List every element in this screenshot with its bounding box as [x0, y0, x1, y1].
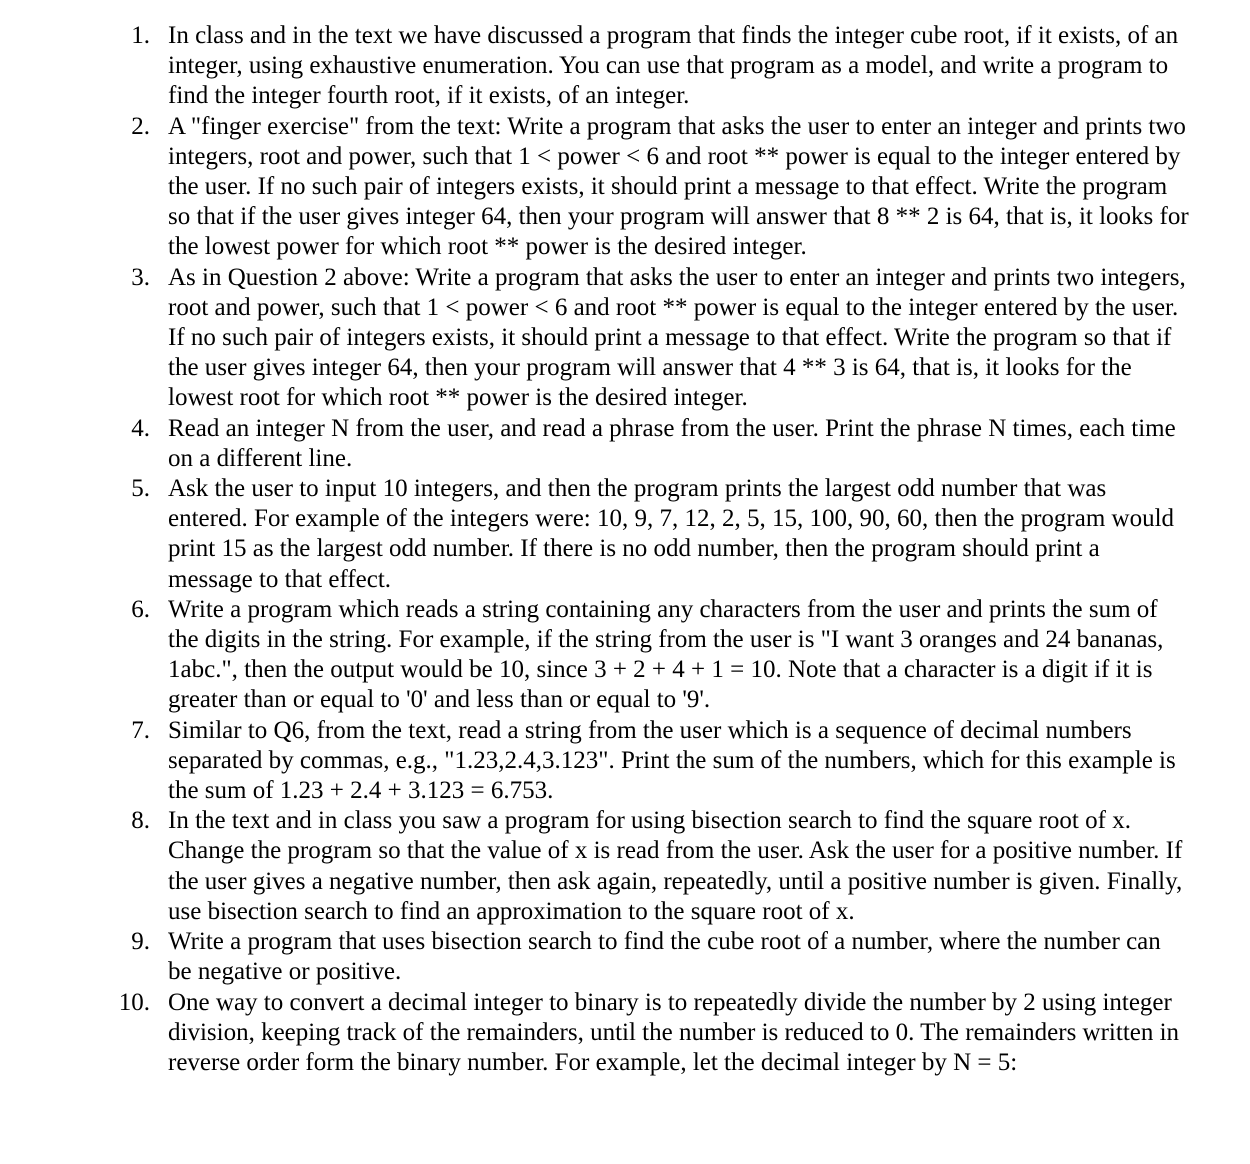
question-text: Similar to Q6, from the text, read a string from the user which is a sequence of decimal numbers separated by commas, e.g., "1.23,2.4,3.123". Print the sum of the numbers, which for this example is the sum of 1.23 + 2.4 + 3.123 = 6.753. — [168, 716, 1176, 805]
question-item-1 — [0, 21, 1190, 112]
question-text: Write a program that uses bisection search to find the cube root of a number, where the number can be negative or positive. — [168, 928, 1161, 986]
question-text: Read an integer N from the user, and read a phrase from the user. Print the phrase N times, each time on a different line. — [168, 414, 1176, 472]
question-list — [0, 21, 1250, 1078]
question-text: As in Question 2 above: Write a program that asks the user to enter an integer and prints two integers, root and power, such that 1 < power < 6 and root ** power is equal to the integer entered by the user. If no such pair of integers exists, it should print a message to that effect. Write the program so that if the user gives integer 64, then your program will answer that 4 ** 3 is 64, that is, it looks for the lowest root for which root ** power is the desired integer. — [168, 263, 1186, 412]
question-number: 8. — [131, 807, 150, 835]
question-text: Ask the user to input 10 integers, and then the program prints the largest odd number that was entered. For example of the integers were: 10, 9, 7, 12, 2, 5, 15, 100, 90, 60, then the program would print 15 as the largest odd number. If there is no odd number, then the program should print a message to that effect. — [168, 475, 1175, 593]
question-item-5 — [0, 474, 1190, 595]
question-text: One way to convert a decimal integer to binary is to repeatedly divide the number by 2 using integer division, keeping track of the remainders, until the number is reduced to 0. The remainders written in reverse order form the binary number. For example, let the decimal integer by N = 5: — [168, 988, 1180, 1076]
question-item-10 — [0, 988, 1190, 1079]
question-text: Write a program which reads a string containing any characters from the user and prints the sum of the digits in the string. For example, if the string from the user is "I want 3 oranges and 24 bananas, 1abc.", then the output would be 10, since 3 + 2 + 4 + 1 = 10. Note that a character is a digit if it is greater than or equal to '0' and less than or equal to '9'. — [168, 595, 1164, 714]
question-number: 10. — [118, 988, 150, 1016]
question-number: 6. — [131, 595, 150, 623]
question-number: 1. — [131, 22, 150, 49]
question-text: In class and in the text we have discussed a program that finds the integer cube root, if it exists, of an integer, using exhaustive enumeration. You can use that program as a model, and write a program to find the integer fourth root, if it exists, of an integer. — [168, 22, 1179, 110]
question-number: 9. — [131, 928, 150, 956]
question-item-3 — [0, 263, 1190, 414]
question-item-2 — [0, 112, 1190, 263]
question-item-9 — [0, 927, 1190, 987]
question-number: 5. — [131, 475, 150, 503]
question-text: In the text and in class you saw a program for using bisection search to find the square root of x. Change the program so that the value of x is read from the user. Ask the user for a positive number. If the user gives a negative number, then ask again, repeatedly, until a positive number is given. Finally, use bisection search to find an approximation to the square root of x. — [168, 807, 1183, 925]
question-item-6 — [0, 595, 1190, 716]
question-item-4 — [0, 414, 1190, 474]
question-number: 2. — [131, 112, 150, 140]
question-text: A "finger exercise" from the text: Write a program that asks the user to enter an integer and prints two integers, root and power, such that 1 < power < 6 and root ** power is equal to the integer entered by the user. If no such pair of integers exists, it should print a message to that effect. Write the program so that if the user gives integer 64, then your program will answer that 8 ** 2 is 64, that is, it looks for the lowest power for which root ** power is the desired integer. — [168, 112, 1189, 261]
question-item-7 — [0, 716, 1190, 807]
question-number: 7. — [131, 716, 150, 744]
question-number: 4. — [131, 414, 150, 442]
question-number: 3. — [131, 263, 150, 291]
question-item-8 — [0, 806, 1190, 927]
